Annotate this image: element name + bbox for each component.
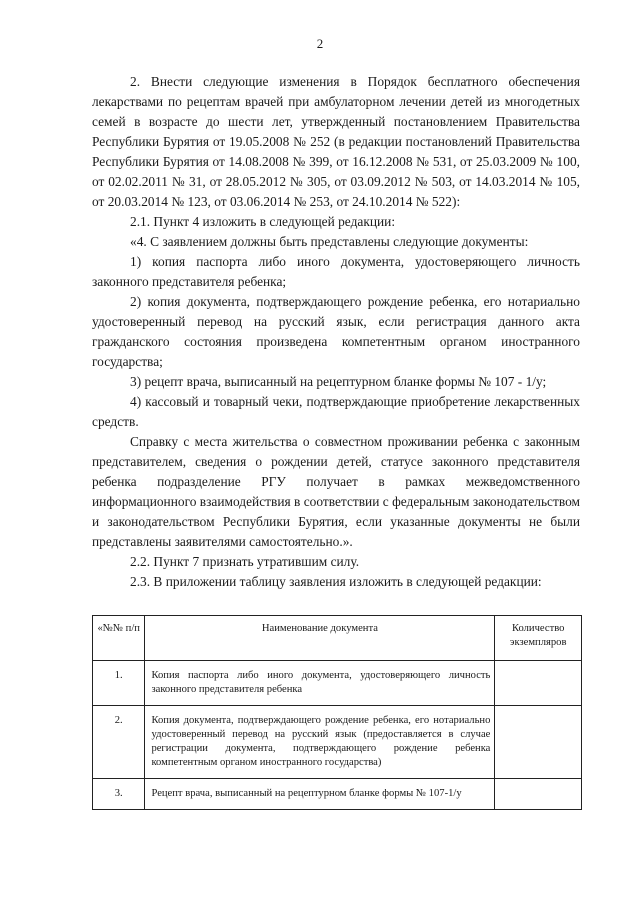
- paragraph-list-2: 2) копия документа, подтверждающего рождение ребенка, его нотариально удостоверенный перевод на русский язык, если регистрация данного акта гражданского состояния произведена компетентным органом иностранного государства;: [92, 294, 580, 369]
- page-number: 2: [316, 36, 324, 51]
- paragraph-2-3: 2.3. В приложении таблицу заявления изложить в следующей редакции:: [130, 574, 542, 589]
- row-quantity: [495, 779, 582, 810]
- header-number: «№№ п/п: [93, 616, 145, 661]
- paragraph-list-1: 1) копия паспорта либо иного документа, удостоверяющего личность законного представителя ребенка;: [92, 254, 580, 289]
- row-quantity: [495, 661, 582, 706]
- row-document-name: Рецепт врача, выписанный на рецептурном бланке формы № 107-1/у: [145, 779, 495, 810]
- row-document-name: Копия паспорта либо иного документа, удостоверяющего личность законного представителя ребенка: [145, 661, 495, 706]
- table-header-row: [93, 616, 582, 661]
- paragraph-amendment-intro: 2. Внести следующие изменения в Порядок бесплатного обеспечения лекарствами по рецептам врачей при амбулаторном лечении детей из многодетных семей в возрасте до шести лет, утвержденный постановлением Правительства Республики Бурятия от 19.05.2008 № 252 (в редакции постановлений Правительства Республики Бурятия от 14.08.2008 № 399, от 16.12.2008 № 531, от 25.03.2009 № 100, от 02.02.2011 № 31, от 28.05.2012 № 305, от 03.09.2012 № 503, от 14.03.2014 № 105, от 20.03.2014 № 123, от 03.06.2014 № 253, от 24.10.2014 № 522):: [92, 74, 580, 209]
- row-number: 1.: [93, 661, 145, 706]
- application-table: [92, 615, 582, 810]
- table-row: [93, 661, 582, 706]
- table-row: [93, 779, 582, 810]
- paragraph-item-4: «4. С заявлением должны быть представлены следующие документы:: [130, 234, 529, 249]
- document-body: [92, 72, 580, 592]
- table-row: [93, 706, 582, 779]
- header-document-name: Наименование документа: [145, 616, 495, 661]
- paragraph-2-2: 2.2. Пункт 7 признать утратившим силу.: [130, 554, 360, 569]
- row-number: 2.: [93, 706, 145, 779]
- row-quantity: [495, 706, 582, 779]
- paragraph-2-1: 2.1. Пункт 4 изложить в следующей редакции:: [130, 214, 396, 229]
- row-document-name: Копия документа, подтверждающего рождение ребенка, его нотариально удостоверенный перевод на русский язык (предоставляется в случае регистрации документа, подтверждающего рождение ребенка компетентным органом иностранного государства): [145, 706, 495, 779]
- paragraph-certificate: Справку с места жительства о совместном проживании ребенка с законным представителем, сведения о рождении детей, статусе законного представителя ребенка подразделение РГУ получает в рамках межведомственного информационного взаимодействия в соответствии с федеральным законодательством и законодательством Республики Бурятия, если указанные документы не были представлены заявителями самостоятельно.».: [92, 434, 580, 549]
- paragraph-list-3: 3) рецепт врача, выписанный на рецептурном бланке формы № 107 - 1/у;: [130, 374, 547, 389]
- header-quantity: Количество экземпляров: [495, 616, 582, 661]
- paragraph-list-4: 4) кассовый и товарный чеки, подтверждающие приобретение лекарственных средств.: [92, 394, 580, 429]
- row-number: 3.: [93, 779, 145, 810]
